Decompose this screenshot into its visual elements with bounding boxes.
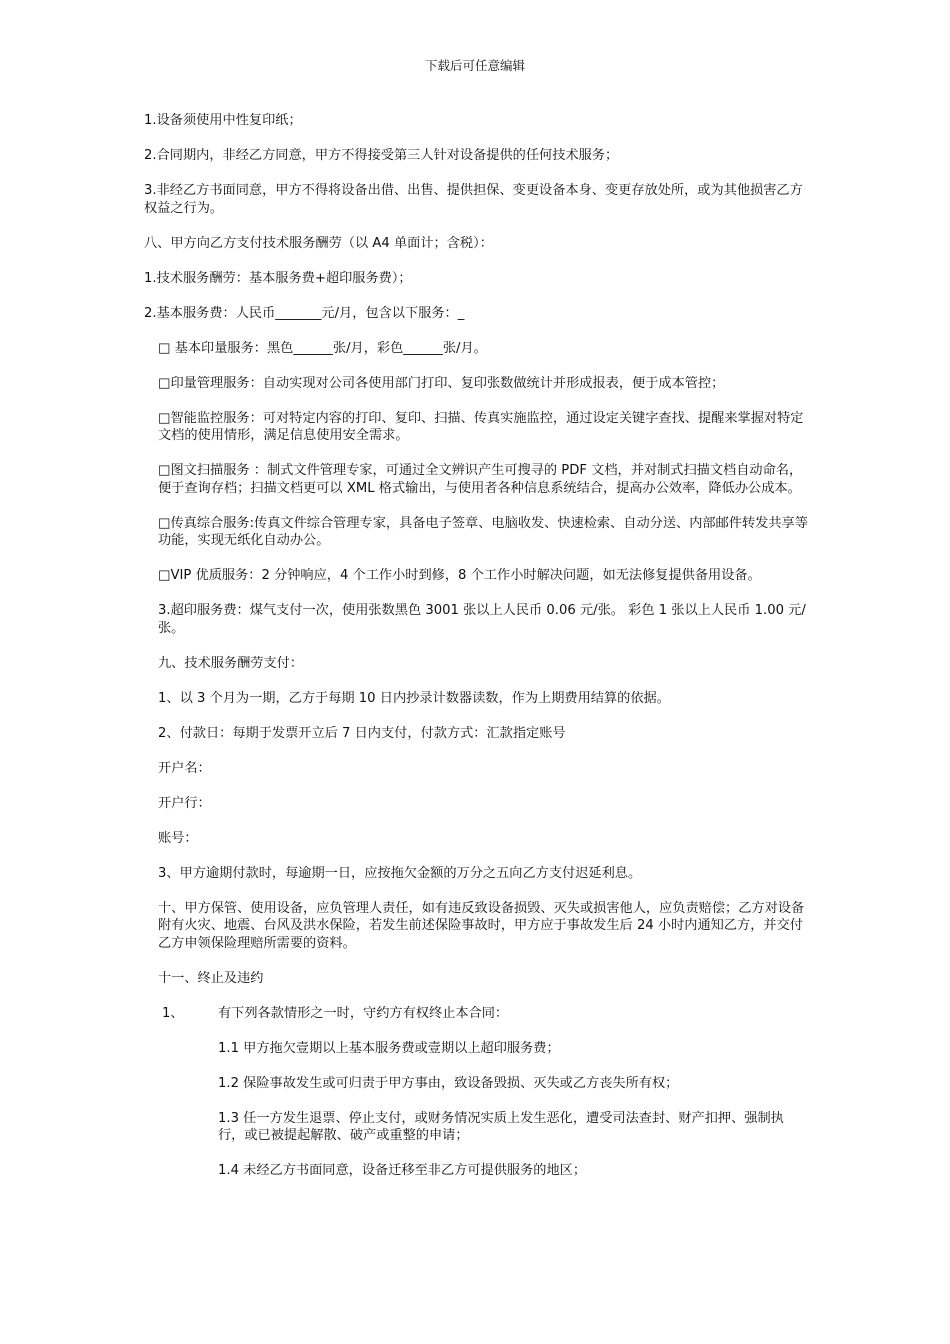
termination-clause: [144, 1005, 808, 1023]
clause-text: 有下列各款情形之一时，守约方有权终止本合同：: [218, 1005, 509, 1021]
section-heading: 八、甲方向乙方支付技术服务酬劳（以 A4 单面计；含税）：: [144, 235, 493, 251]
service-option: □VIP 优质服务：2 分钟响应，4 个工作小时到修，8 个工作小时解决问题，如无法修复提供备用设备。: [158, 568, 761, 583]
paragraph: 3.非经乙方书面同意，甲方不得将设备出借、出售、提供担保、变更设备本身、变更存放处所，或为其他损害乙方权益之行为。: [144, 183, 803, 216]
service-option: □传真综合服务:传真文件综合管理专家，具备电子签章、电脑收发、快速检索、自动分送、内部邮件转发共享等功能，实现无纸化自动办公。: [158, 515, 808, 548]
service-option: □ 基本印量服务：黑色______张/月，彩色______张/月。: [158, 340, 487, 356]
service-option: □图文扫描服务 ：制式文件管理专家，可通过全文辨识产生可搜寻的 PDF 文档，并对制式扫描文档自动命名，便于查询存档；扫描文档更可以 XML 格式输出，与使用者各种信息系统结合，提高办公效率，降低办公成本。: [158, 463, 803, 496]
clause-number: 1、: [162, 1005, 184, 1021]
list-item: 1.4 未经乙方书面同意，设备迁移至非乙方可提供服务的地区；: [218, 1163, 587, 1178]
paragraph: 1、以 3 个月为一期，乙方于每期 10 日内抄录计数器读数，作为上期费用结算的依据。: [158, 690, 670, 706]
section-heading: 十一、终止及违约: [158, 970, 264, 986]
document-body: [144, 112, 808, 1197]
page-header: 下载后可任意编辑: [424, 58, 525, 73]
service-option: □智能监控服务：可对特定内容的打印、复印、扫描、传真实施监控，通过设定关键字查找、提醒来掌握对特定文档的使用情形，满足信息使用安全需求。: [158, 410, 804, 443]
paragraph: 2.基本服务费：人民币_______元/月，包含以下服务：_: [144, 305, 465, 321]
account-name-label: 开户名：: [158, 760, 211, 776]
paragraph: 3.超印服务费：煤气支付一次，使用张数黑色 3001 张以上人民币 0.06 元/张。 彩色 1 张以上人民币 1.00 元/张。: [158, 603, 806, 636]
section-heading: 十、甲方保管、使用设备，应负管理人责任，如有违反致设备损毁、灭失或损害他人，应负责赔偿；乙方对设备附有火灾、地震、台风及洪水保险，若发生前述保险事故时，甲方应于事故发生后 24 小时内通知乙方，并交付乙方申领保险理赔所需要的资料。: [158, 900, 805, 951]
list-item: 1.2 保险事故发生或可归责于甲方事由，致设备毁损、灭失或乙方丧失所有权；: [218, 1075, 679, 1091]
paragraph: 2.合同期内，非经乙方同意，甲方不得接受第三人针对设备提供的任何技术服务；: [144, 148, 619, 163]
paragraph: 1.技术服务酬劳：基本服务费+超印服务费）；: [144, 270, 412, 286]
paragraph: 2、付款日：每期于发票开立后 7 日内支付，付款方式：汇款指定账号: [158, 725, 566, 741]
list-item: 1.1 甲方拖欠壹期以上基本服务费或壹期以上超印服务费；: [218, 1040, 560, 1056]
section-heading: 九、技术服务酬劳支付：: [158, 655, 304, 671]
paragraph: 1.设备须使用中性复印纸；: [144, 113, 302, 128]
bank-label: 开户行：: [158, 795, 211, 811]
list-item: 1.3 任一方发生退票、停止支付，或财务情况实质上发生恶化，遭受司法查封、财产扣押、强制执行，或已被提起解散、破产或重整的申请；: [218, 1110, 784, 1143]
account-number-label: 账号：: [158, 830, 198, 846]
service-option: □印量管理服务：自动实现对公司各使用部门打印、复印张数做统计并形成报表，便于成本管控；: [158, 375, 725, 391]
paragraph: 3、甲方逾期付款时，每逾期一日，应按拖欠金额的万分之五向乙方支付迟延利息。: [158, 865, 642, 881]
